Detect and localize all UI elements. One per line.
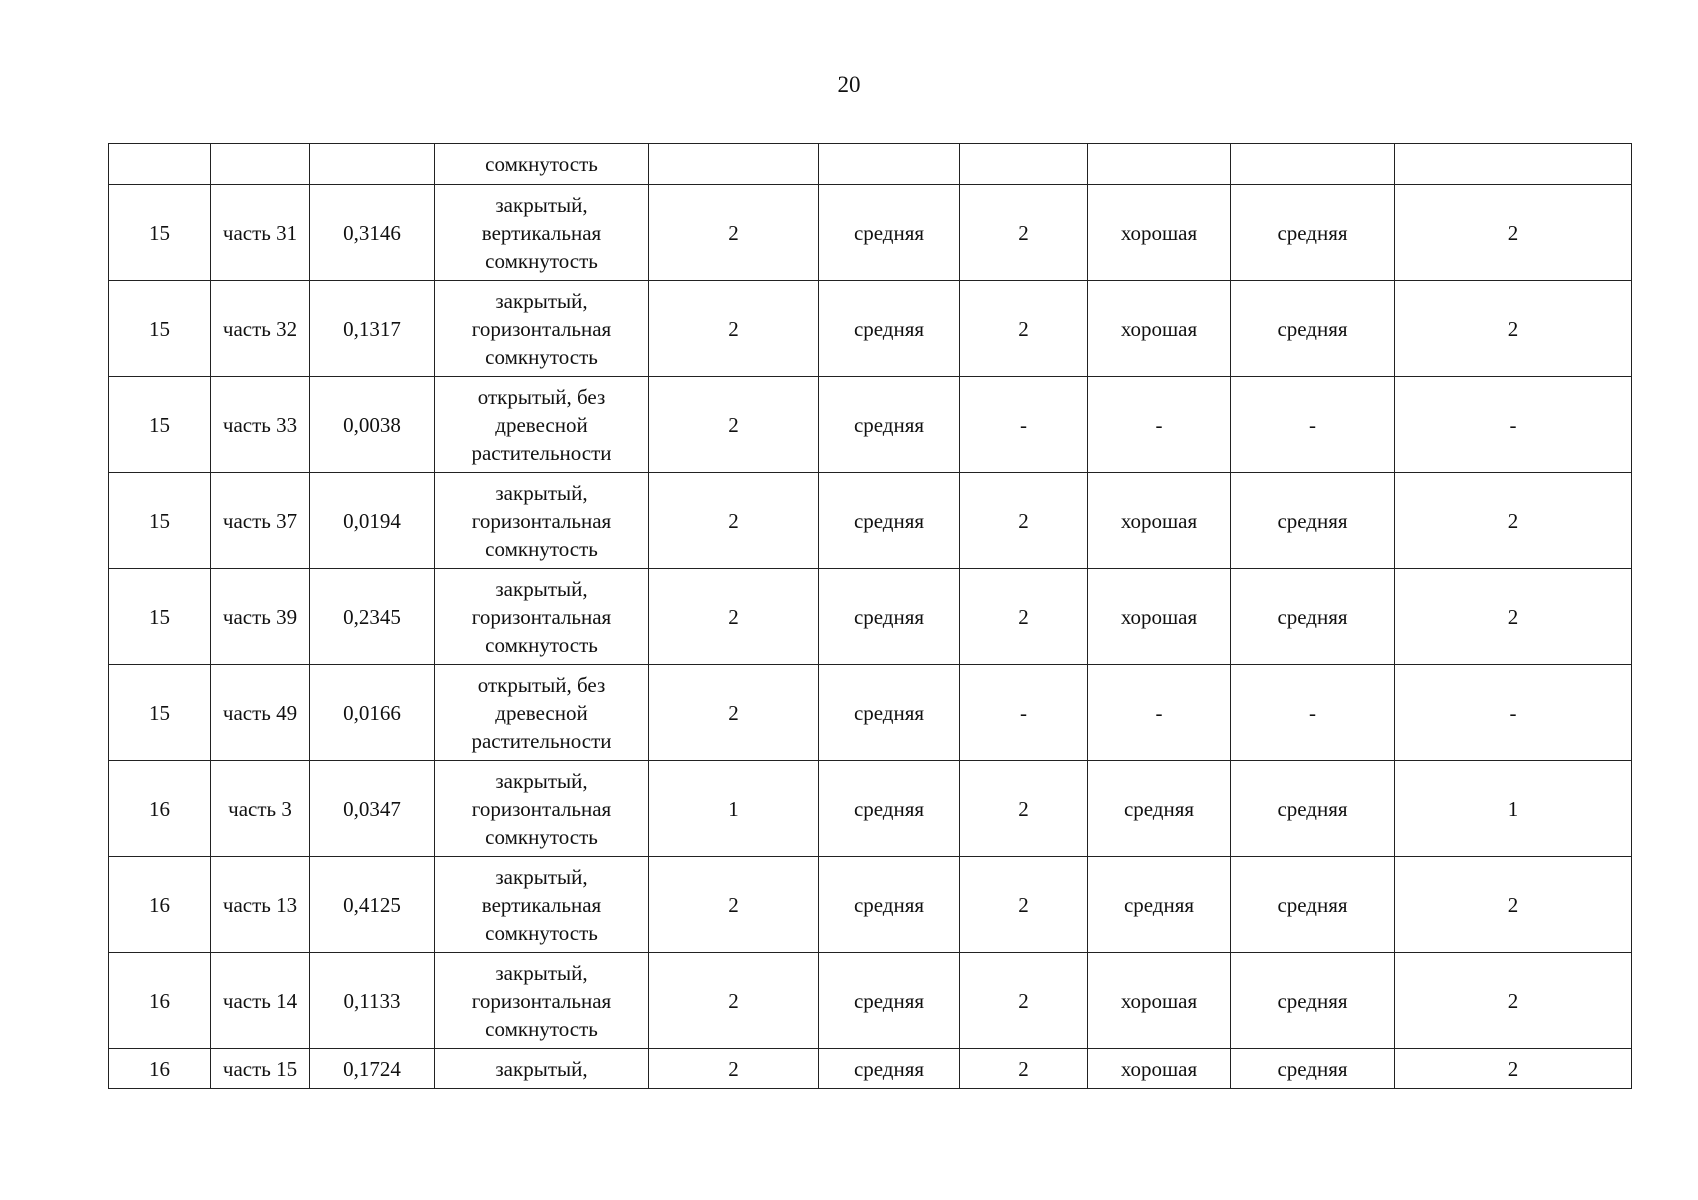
- cell-rating-a: средняя: [819, 953, 960, 1049]
- cell-rating-c: -: [1231, 377, 1395, 473]
- table-row: [109, 144, 1632, 185]
- cell-rating-b: хорошая: [1088, 953, 1231, 1049]
- table-row: [109, 761, 1632, 857]
- cell-plot: часть 14: [211, 953, 310, 1049]
- cell-rating-c: средняя: [1231, 857, 1395, 953]
- table-row: [109, 953, 1632, 1049]
- cell-score-b: [960, 144, 1088, 185]
- cell-quarter: 16: [109, 953, 211, 1049]
- cell-score-a: 2: [649, 377, 819, 473]
- cell-score-b: 2: [960, 569, 1088, 665]
- cell-rating-b: -: [1088, 665, 1231, 761]
- cell-total: 2: [1395, 569, 1632, 665]
- cell-plot: часть 3: [211, 761, 310, 857]
- cell-rating-c: средняя: [1231, 185, 1395, 281]
- table-row: [109, 185, 1632, 281]
- cell-rating-c: средняя: [1231, 473, 1395, 569]
- cell-rating-b: хорошая: [1088, 281, 1231, 377]
- cell-landscape-type: открытый, без древесной растительности: [435, 665, 649, 761]
- cell-rating-a: средняя: [819, 857, 960, 953]
- cell-quarter: [109, 144, 211, 185]
- cell-score-a: 2: [649, 1049, 819, 1089]
- cell-score-a: 2: [649, 569, 819, 665]
- cell-plot: часть 37: [211, 473, 310, 569]
- cell-area: 0,0347: [310, 761, 435, 857]
- cell-rating-a: средняя: [819, 377, 960, 473]
- cell-rating-c: средняя: [1231, 1049, 1395, 1089]
- cell-rating-c: -: [1231, 665, 1395, 761]
- cell-score-b: -: [960, 665, 1088, 761]
- cell-rating-a: средняя: [819, 761, 960, 857]
- cell-landscape-type: закрытый, горизонтальная сомкнутость: [435, 473, 649, 569]
- cell-total: 2: [1395, 281, 1632, 377]
- cell-score-b: 2: [960, 473, 1088, 569]
- cell-score-b: 2: [960, 761, 1088, 857]
- cell-landscape-type: закрытый, вертикальная сомкнутость: [435, 857, 649, 953]
- cell-rating-b: хорошая: [1088, 1049, 1231, 1089]
- table-row: [109, 377, 1632, 473]
- cell-area: 0,1133: [310, 953, 435, 1049]
- cell-total: 2: [1395, 1049, 1632, 1089]
- cell-rating-a: средняя: [819, 281, 960, 377]
- cell-score-b: 2: [960, 185, 1088, 281]
- table-row: [109, 857, 1632, 953]
- cell-area: 0,1724: [310, 1049, 435, 1089]
- cell-total: -: [1395, 665, 1632, 761]
- cell-quarter: 15: [109, 569, 211, 665]
- cell-plot: часть 32: [211, 281, 310, 377]
- cell-plot: часть 15: [211, 1049, 310, 1089]
- cell-score-b: 2: [960, 1049, 1088, 1089]
- cell-rating-a: средняя: [819, 1049, 960, 1089]
- cell-score-b: -: [960, 377, 1088, 473]
- data-table: [108, 143, 1632, 1089]
- cell-total: 1: [1395, 761, 1632, 857]
- cell-landscape-type: закрытый, горизонтальная сомкнутость: [435, 281, 649, 377]
- cell-score-a: 2: [649, 185, 819, 281]
- cell-rating-b: хорошая: [1088, 185, 1231, 281]
- cell-total: -: [1395, 377, 1632, 473]
- cell-rating-c: средняя: [1231, 281, 1395, 377]
- cell-total: 2: [1395, 857, 1632, 953]
- cell-landscape-type: закрытый, горизонтальная сомкнутость: [435, 569, 649, 665]
- cell-rating-b: -: [1088, 377, 1231, 473]
- cell-quarter: 15: [109, 377, 211, 473]
- cell-score-b: 2: [960, 953, 1088, 1049]
- cell-rating-b: [1088, 144, 1231, 185]
- cell-landscape-type: закрытый, горизонтальная сомкнутость: [435, 761, 649, 857]
- table-row: [109, 281, 1632, 377]
- cell-quarter: 15: [109, 473, 211, 569]
- cell-score-a: 2: [649, 473, 819, 569]
- cell-rating-c: средняя: [1231, 761, 1395, 857]
- cell-rating-a: средняя: [819, 185, 960, 281]
- cell-landscape-type: сомкнутость: [435, 144, 649, 185]
- cell-rating-c: средняя: [1231, 569, 1395, 665]
- cell-total: 2: [1395, 953, 1632, 1049]
- cell-area: 0,3146: [310, 185, 435, 281]
- table-row: [109, 1049, 1632, 1089]
- cell-score-a: 2: [649, 281, 819, 377]
- cell-area: 0,2345: [310, 569, 435, 665]
- table-row: [109, 569, 1632, 665]
- cell-quarter: 16: [109, 761, 211, 857]
- cell-plot: часть 39: [211, 569, 310, 665]
- cell-plot: часть 13: [211, 857, 310, 953]
- page-number: 20: [837, 72, 861, 97]
- cell-landscape-type: открытый, без древесной растительности: [435, 377, 649, 473]
- cell-score-b: 2: [960, 281, 1088, 377]
- cell-score-a: 2: [649, 857, 819, 953]
- cell-area: 0,0166: [310, 665, 435, 761]
- cell-score-a: 2: [649, 953, 819, 1049]
- cell-total: 2: [1395, 473, 1632, 569]
- table-row: [109, 665, 1632, 761]
- cell-plot: [211, 144, 310, 185]
- table-row: [109, 473, 1632, 569]
- cell-rating-c: [1231, 144, 1395, 185]
- cell-plot: часть 31: [211, 185, 310, 281]
- cell-score-a: 1: [649, 761, 819, 857]
- cell-rating-b: хорошая: [1088, 569, 1231, 665]
- cell-total: [1395, 144, 1632, 185]
- cell-rating-b: хорошая: [1088, 473, 1231, 569]
- cell-rating-a: средняя: [819, 569, 960, 665]
- cell-rating-c: средняя: [1231, 953, 1395, 1049]
- cell-quarter: 16: [109, 857, 211, 953]
- cell-quarter: 15: [109, 665, 211, 761]
- cell-rating-b: средняя: [1088, 857, 1231, 953]
- cell-area: 0,0038: [310, 377, 435, 473]
- cell-rating-a: [819, 144, 960, 185]
- cell-landscape-type: закрытый, вертикальная сомкнутость: [435, 185, 649, 281]
- cell-plot: часть 49: [211, 665, 310, 761]
- cell-area: 0,0194: [310, 473, 435, 569]
- cell-quarter: 15: [109, 281, 211, 377]
- cell-score-b: 2: [960, 857, 1088, 953]
- cell-area: 0,4125: [310, 857, 435, 953]
- cell-landscape-type: закрытый,: [435, 1049, 649, 1089]
- cell-rating-a: средняя: [819, 473, 960, 569]
- cell-total: 2: [1395, 185, 1632, 281]
- cell-rating-b: средняя: [1088, 761, 1231, 857]
- cell-quarter: 15: [109, 185, 211, 281]
- cell-plot: часть 33: [211, 377, 310, 473]
- cell-score-a: 2: [649, 665, 819, 761]
- cell-score-a: [649, 144, 819, 185]
- cell-area: 0,1317: [310, 281, 435, 377]
- cell-rating-a: средняя: [819, 665, 960, 761]
- cell-landscape-type: закрытый, горизонтальная сомкнутость: [435, 953, 649, 1049]
- cell-area: [310, 144, 435, 185]
- cell-quarter: 16: [109, 1049, 211, 1089]
